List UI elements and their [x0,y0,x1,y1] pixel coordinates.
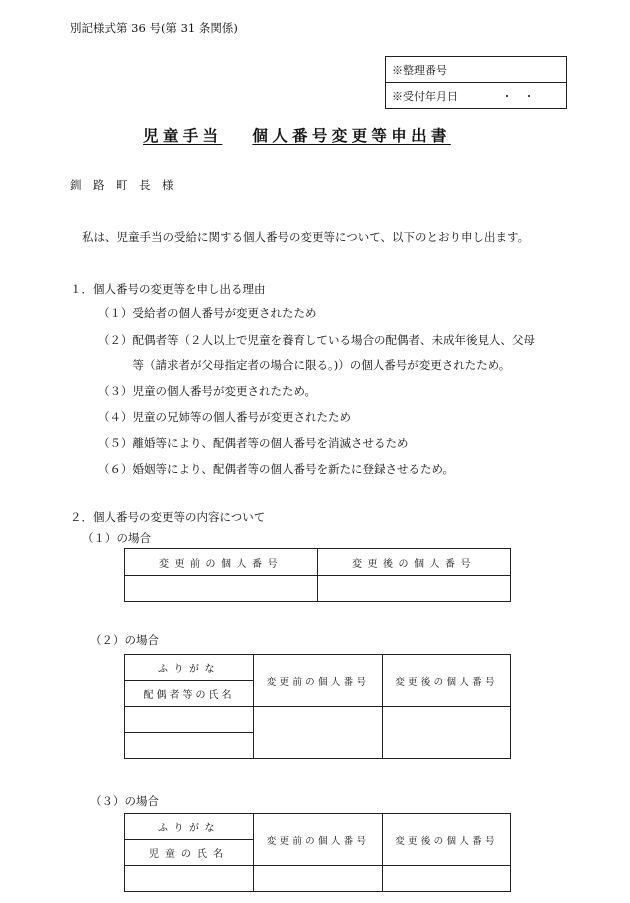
case3-furigana-header: ふりがな [125,814,254,840]
form-reference: 別記様式第 36 号(第 31 条関係) [70,21,238,35]
case2-name-input[interactable] [125,733,254,759]
intro-text: 私は、児童手当の受給に関する個人番号の変更等について、以下のとおり申し出ます。 [82,230,530,244]
case3-label: （３）の場合 [90,794,159,808]
case2-table [124,654,511,759]
case3-name-input[interactable] [125,866,254,892]
reason-2: （２）配偶者等（２人以上で児童を養育している場合の配偶者、未成年後見人、父母 [98,333,535,347]
page-title-right: 個人番号変更等申出書 [252,126,451,145]
reason-3: （３）児童の個人番号が変更されたため。 [98,384,317,398]
case2-furigana-input[interactable] [125,707,254,733]
section1-heading: １．個人番号の変更等を申し出る理由 [70,282,266,296]
section2-heading: ２．個人番号の変更等の内容について [70,510,266,524]
case3-col-after: 変更後の個人番号 [383,814,511,866]
page-title [143,124,451,146]
reference-number-label: ※整理番号 [386,57,567,83]
reason-1: （１）受給者の個人番号が変更されたため [98,306,317,320]
reason-6: （６）婚姻等により、配偶者等の個人番号を新たに登録させるため。 [98,462,455,476]
case3-before-input[interactable] [254,866,383,892]
case2-before-input[interactable] [254,707,383,759]
reference-date-cell [386,83,567,109]
case1-table [124,548,511,602]
case2-after-input[interactable] [383,707,511,759]
case2-spouse-name-header: 配偶者等の氏名 [125,681,254,707]
case2-col-before: 変更前の個人番号 [254,655,383,707]
case2-col-after: 変更後の個人番号 [383,655,511,707]
reference-date-label: ※受付年月日 [392,89,458,103]
case3-table [124,813,511,892]
case2-label: （２）の場合 [90,633,159,647]
case1-label: （１）の場合 [82,531,151,545]
case3-after-input[interactable] [383,866,511,892]
reference-date-dots: ・ ・ [501,89,535,103]
page-title-left: 児童手当 [143,126,223,145]
case2-furigana-header: ふりがな [125,655,254,681]
reference-box [385,56,567,109]
case3-child-name-header: 児童の氏名 [125,840,254,866]
addressee: 釧 路 町 長 様 [70,178,174,192]
reason-2-cont: 等（請求者が父母指定者の場合に限る。)）の個人番号が変更されたため。 [98,358,511,372]
case1-col-after: 変更後の個人番号 [318,549,511,576]
case1-after-input[interactable] [318,576,511,602]
case3-col-before: 変更前の個人番号 [254,814,383,866]
case1-before-input[interactable] [125,576,318,602]
reason-5: （５）離婚等により、配偶者等の個人番号を消滅させるため [98,436,409,450]
reason-4: （４）児童の兄姉等の個人番号が変更されたため [98,410,351,424]
case1-col-before: 変更前の個人番号 [125,549,318,576]
